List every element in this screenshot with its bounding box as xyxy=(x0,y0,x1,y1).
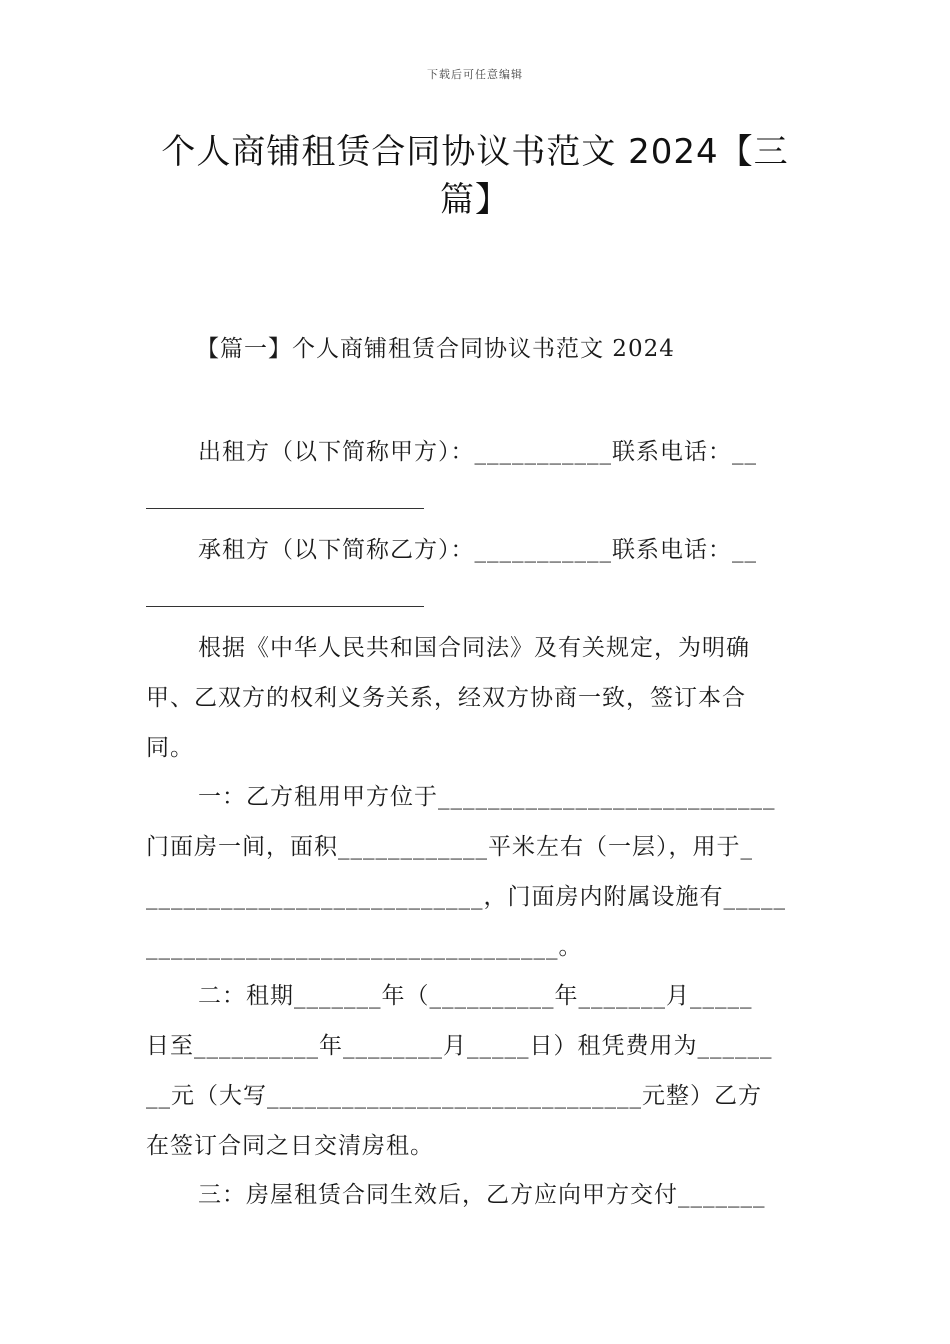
article-2-line: 二：租期_______年（__________年_______月_____ xyxy=(198,983,753,1009)
basis-line: 根据《中华人民共和国合同法》及有关规定，为明确 xyxy=(198,635,750,661)
article-2-line: 在签订合同之日交清房租。 xyxy=(146,1133,434,1159)
basis-line: 甲、乙双方的权利义务关系，经双方协商一致，签订本合 xyxy=(146,685,746,711)
article-3-line: 三：房屋租赁合同生效后，乙方应向甲方交付_______ xyxy=(198,1182,766,1208)
header-note: 下载后可任意编辑 xyxy=(427,68,523,81)
lessor-line: 出租方（以下简称甲方）：___________联系电话：__ xyxy=(198,439,757,465)
lessor-paragraph xyxy=(146,427,806,477)
article-2-line: __元（大写______________________________元整）乙方 xyxy=(146,1083,762,1109)
article-2-line: 日至__________年________月_____日）租凭费用为______ xyxy=(146,1033,773,1059)
basis-paragraph xyxy=(146,623,806,773)
article-1-line: ___________________________，门面房内附属设施有_____ xyxy=(146,884,786,910)
document-title xyxy=(160,128,790,224)
lessor-phone-blank-rule xyxy=(146,508,424,509)
article-2-paragraph xyxy=(146,971,806,1171)
basis-line: 同。 xyxy=(146,735,194,761)
title-line-1: 个人商铺租赁合同协议书范文 2024【三 xyxy=(161,132,789,172)
article-1-line: 一：乙方租用甲方位于___________________________ xyxy=(198,784,776,810)
section-heading: 【篇一】个人商铺租赁合同协议书范文 2024 xyxy=(196,336,675,362)
article-1-line: 门面房一间，面积____________平米左右（一层），用于_ xyxy=(146,834,753,860)
article-1-paragraph xyxy=(146,772,806,972)
article-3-paragraph xyxy=(146,1170,806,1220)
article-1-line: _________________________________。 xyxy=(146,934,583,960)
title-line-2: 篇】 xyxy=(440,180,510,220)
lessee-paragraph xyxy=(146,525,806,575)
lessee-line: 承租方（以下简称乙方）：___________联系电话：__ xyxy=(198,537,757,563)
lessee-phone-blank-rule xyxy=(146,606,424,607)
